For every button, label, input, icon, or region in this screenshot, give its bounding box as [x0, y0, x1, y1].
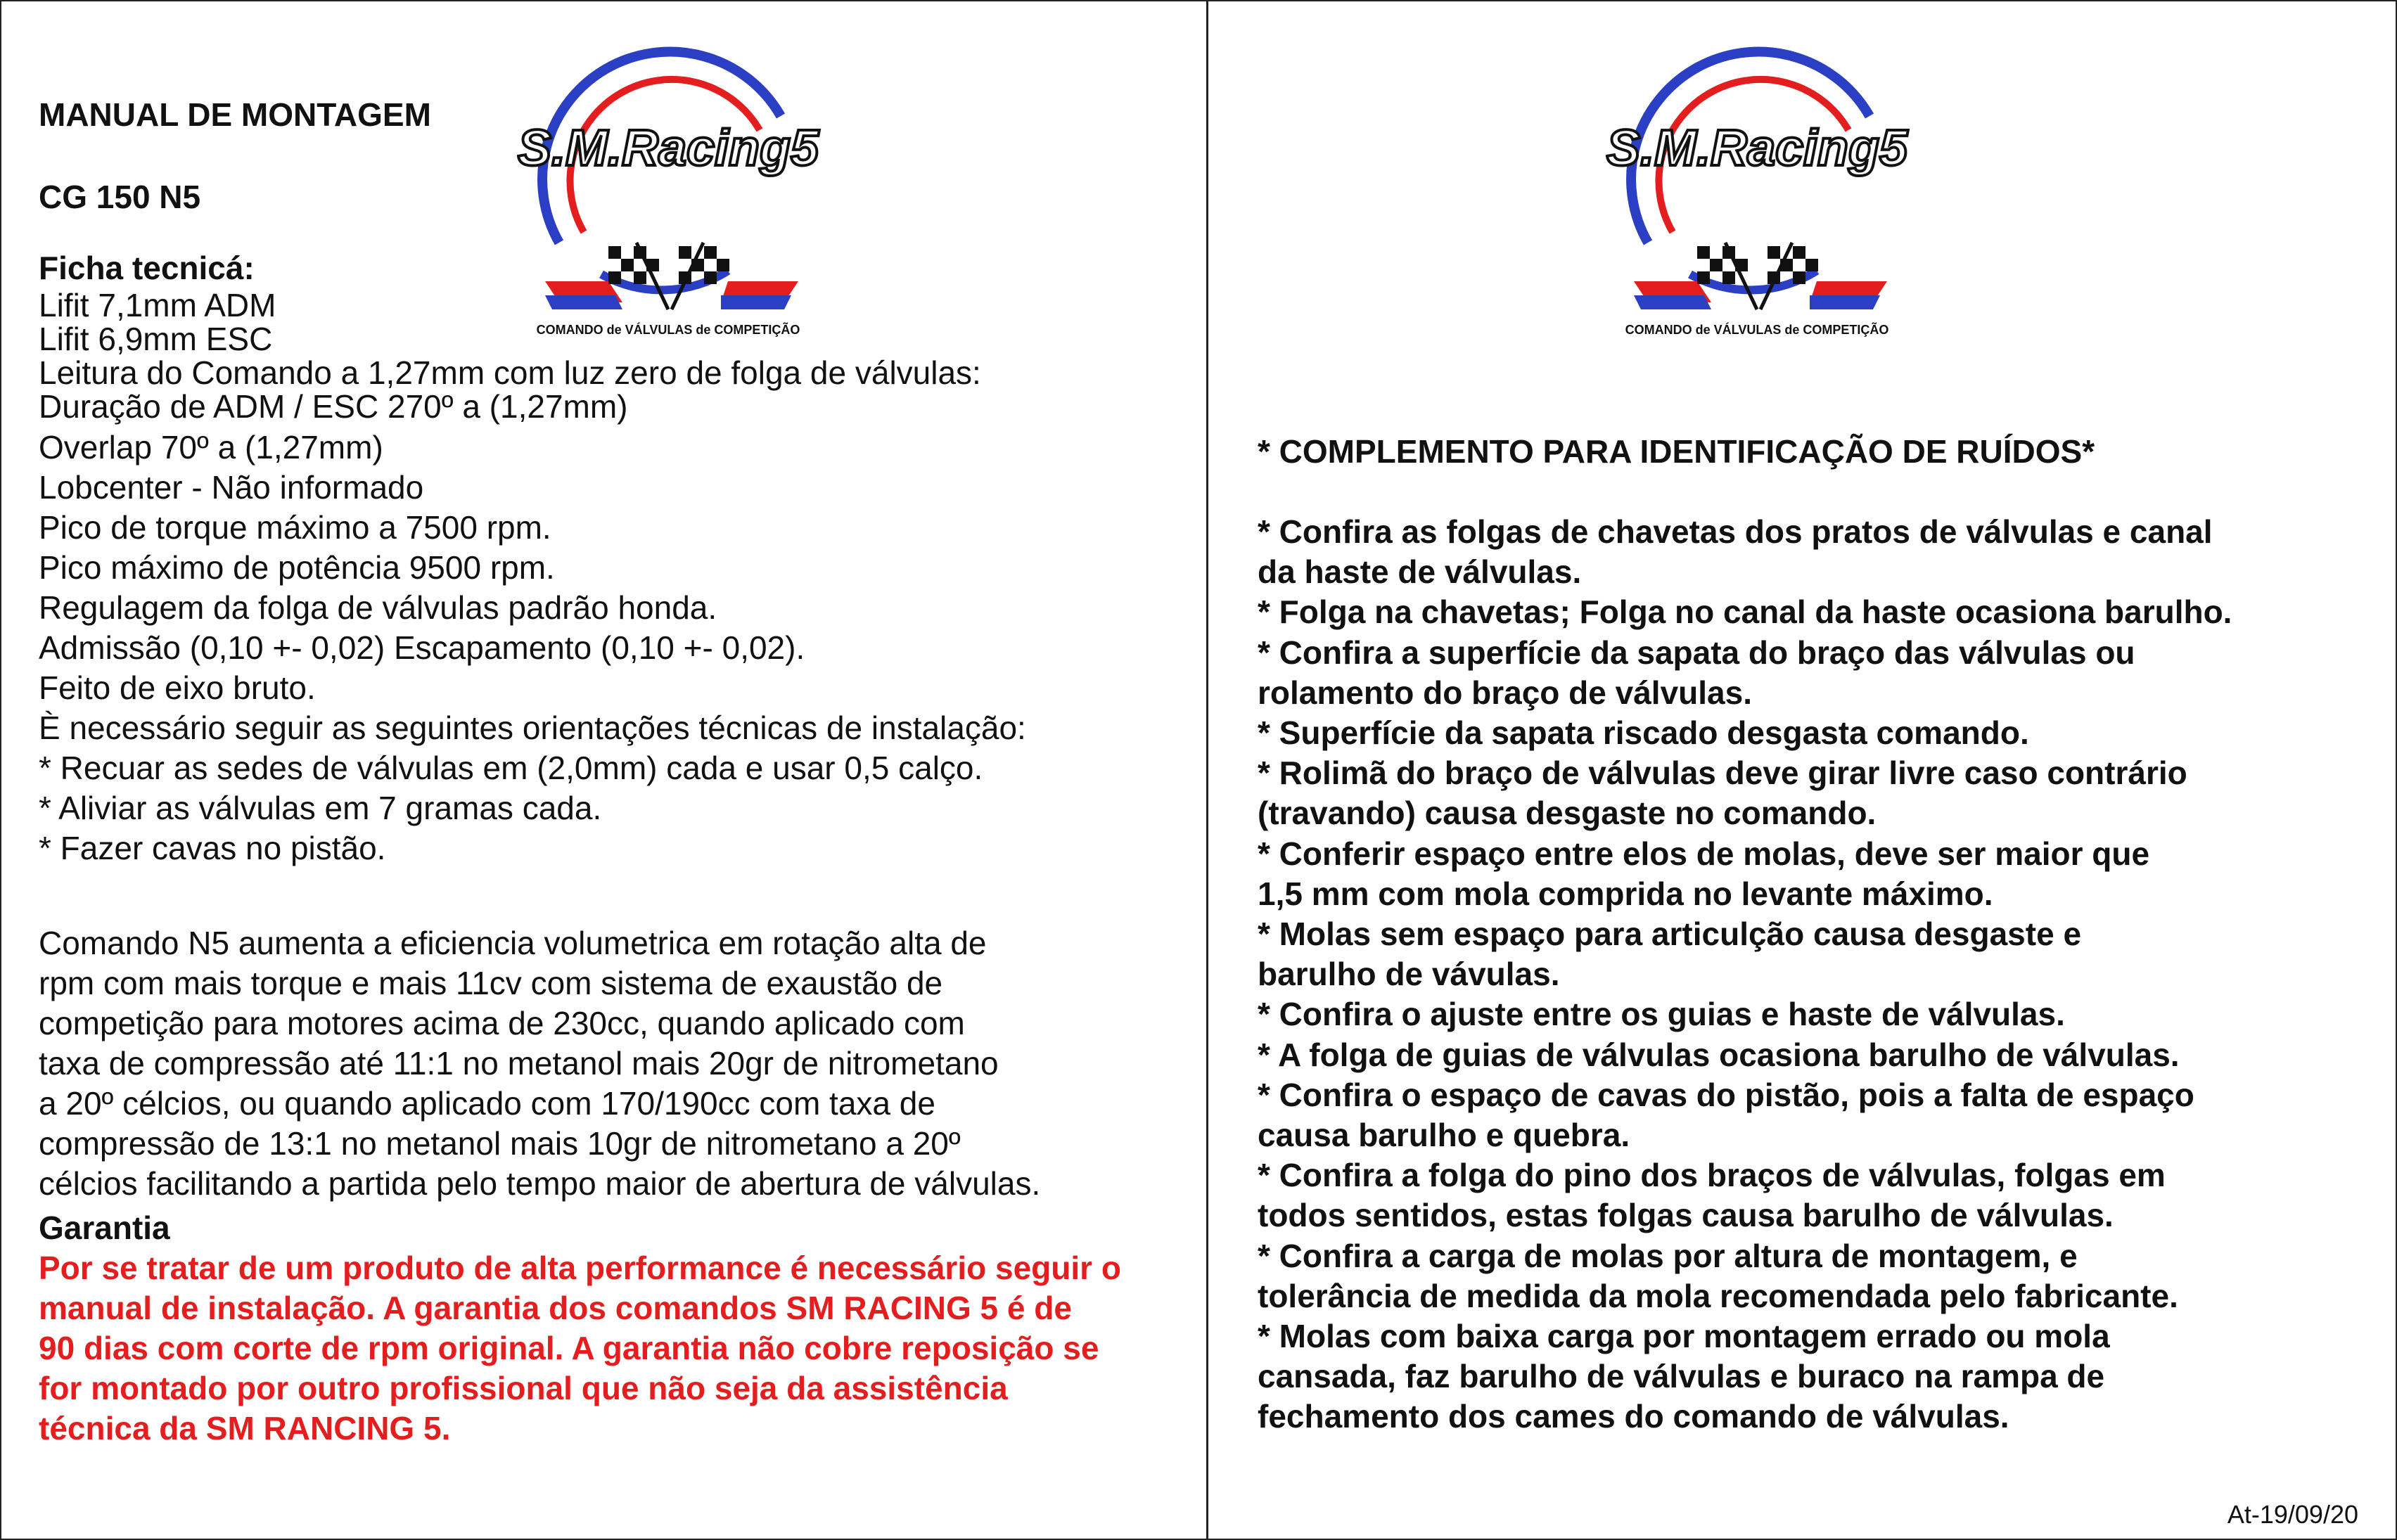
spec-item: * Recuar as sedes de válvulas em (2,0mm) cada e usar 0,5 calço.: [39, 750, 983, 786]
noise-heading: * COMPLEMENTO PARA IDENTIFICAÇÃO DE RUÍDOS*: [1258, 433, 2095, 470]
noise-line: * Confira a folga do pino dos braços de válvulas, folgas em: [1258, 1157, 2166, 1194]
spec-item: Leitura do Comando a 1,27mm com luz zero de folga de válvulas:: [39, 354, 981, 391]
warranty-line: Por se tratar de um produto de alta performance é necessário seguir o: [39, 1250, 1121, 1286]
spec-item: Overlap 70º a (1,27mm): [39, 429, 383, 466]
spec-item: Feito de eixo bruto.: [39, 669, 316, 706]
logo-tagline: COMANDO de VÁLVULAS de COMPETIÇÃO: [536, 323, 800, 337]
warranty-heading: Garantia: [39, 1209, 170, 1246]
description-line: competição para motores acima de 230cc, quando aplicado com: [39, 1005, 965, 1041]
description-paragraph: [39, 923, 1040, 1204]
noise-line: * Folga na chavetas; Folga no canal da haste ocasiona barulho.: [1258, 593, 2232, 631]
noise-line: todos sentidos, estas folgas causa barulho de válvulas.: [1258, 1197, 2114, 1234]
description-line: compressão de 13:1 no metanol mais 10gr de nitrometano a 20º: [39, 1125, 961, 1162]
noise-line: * Rolimã do braço de válvulas deve girar livre caso contrário: [1258, 755, 2187, 792]
noise-line: (travando) causa desgaste no comando.: [1258, 795, 1877, 832]
spec-item: Lifit 6,9mm ESC: [39, 321, 273, 357]
noise-line: * Molas sem espaço para articulção causa desgaste e: [1258, 916, 2082, 953]
sm-racing-logo: [517, 32, 826, 348]
noise-line: causa barulho e quebra.: [1258, 1117, 1630, 1154]
spec-item: * Aliviar as válvulas em 7 gramas cada.: [39, 790, 602, 826]
description-line: a 20º célcios, ou quando aplicado com 170/190cc com taxa de: [39, 1085, 935, 1122]
warranty-line: 90 dias com corte de rpm original. A garantia não cobre reposição se: [39, 1330, 1099, 1366]
noise-line: barulho de vávulas.: [1258, 956, 1560, 993]
noise-line: cansada, faz barulho de válvulas e buraco na rampa de: [1258, 1358, 2105, 1395]
description-line: rpm com mais torque e mais 11cv com sistema de exaustão de: [39, 965, 943, 1001]
noise-line: * A folga de guias de válvulas ocasiona barulho de válvulas.: [1258, 1036, 2180, 1073]
noise-line: * Superfície da sapata riscado desgasta comando.: [1258, 714, 2029, 752]
noise-line: rolamento do braço de válvulas.: [1258, 674, 1752, 711]
noise-line: * Conferir espaço entre elos de molas, deve ser maior que: [1258, 835, 2150, 872]
spec-item: Admissão (0,10 +- 0,02) Escapamento (0,10 +- 0,02).: [39, 629, 805, 666]
warranty-line: técnica da SM RANCING 5.: [39, 1410, 451, 1446]
revision-date: At-19/09/20: [2227, 1500, 2358, 1529]
noise-line: tolerância de medida da mola recomendada pelo fabricante.: [1258, 1277, 2178, 1314]
description-line: taxa de compressão até 11:1 no metanol mais 20gr de nitrometano: [39, 1045, 999, 1082]
warranty-line: manual de instalação. A garantia dos comandos SM RACING 5 é de: [39, 1290, 1072, 1326]
noise-checklist: [1258, 512, 2232, 1437]
logo-wordmark: S.M.Racing5: [517, 120, 819, 177]
spec-item: Lifit 7,1mm ADM: [39, 287, 276, 323]
spec-list: [39, 288, 1026, 868]
sm-racing-logo: [1606, 32, 1915, 348]
noise-line: 1,5 mm com mola comprida no levante máximo.: [1258, 875, 1993, 912]
warranty-text: [39, 1248, 1121, 1449]
noise-line: * Confira a superfície da sapata do braço das válvulas ou: [1258, 634, 2135, 671]
description-line: célcios facilitando a partida pelo tempo maior de abertura de válvulas.: [39, 1165, 1041, 1202]
logo-wordmark: S.M.Racing5: [1606, 120, 1908, 177]
spec-item: Pico máximo de potência 9500 rpm.: [39, 549, 555, 586]
noise-line: * Confira a carga de molas por altura de montagem, e: [1258, 1237, 2078, 1274]
noise-line: da haste de válvulas.: [1258, 553, 1582, 591]
noise-line: fechamento dos cames do comando de válvulas.: [1258, 1398, 2009, 1435]
logo-tagline: COMANDO de VÁLVULAS de COMPETIÇÃO: [1625, 323, 1889, 337]
spec-item: Duração de ADM / ESC 270º a (1,27mm): [39, 388, 628, 425]
warranty-line: for montado por outro profissional que não seja da assistência: [39, 1370, 1008, 1406]
manual-title: MANUAL DE MONTAGEM: [39, 96, 431, 133]
spec-item: È necessário seguir as seguintes orientações técnicas de instalação:: [39, 710, 1026, 746]
column-divider: [1206, 0, 1208, 1540]
spec-item: Lobcenter - Não informado: [39, 469, 424, 506]
noise-line: * Molas com baixa carga por montagem errado ou mola: [1258, 1318, 2110, 1355]
spec-item: Pico de torque máximo a 7500 rpm.: [39, 509, 551, 546]
noise-line: * Confira o espaço de cavas do pistão, pois a falta de espaço: [1258, 1076, 2194, 1113]
noise-line: * Confira as folgas de chavetas dos pratos de válvulas e canal: [1258, 513, 2213, 550]
model-name: CG 150 N5: [39, 179, 201, 215]
spec-item: * Fazer cavas no pistão.: [39, 830, 386, 866]
spec-item: Regulagem da folga de válvulas padrão honda.: [39, 589, 717, 626]
spec-heading: Ficha tecnicá:: [39, 250, 255, 286]
noise-line: * Confira o ajuste entre os guias e haste de válvulas.: [1258, 996, 2065, 1033]
description-line: Comando N5 aumenta a eficiencia volumetrica em rotação alta de: [39, 925, 987, 961]
